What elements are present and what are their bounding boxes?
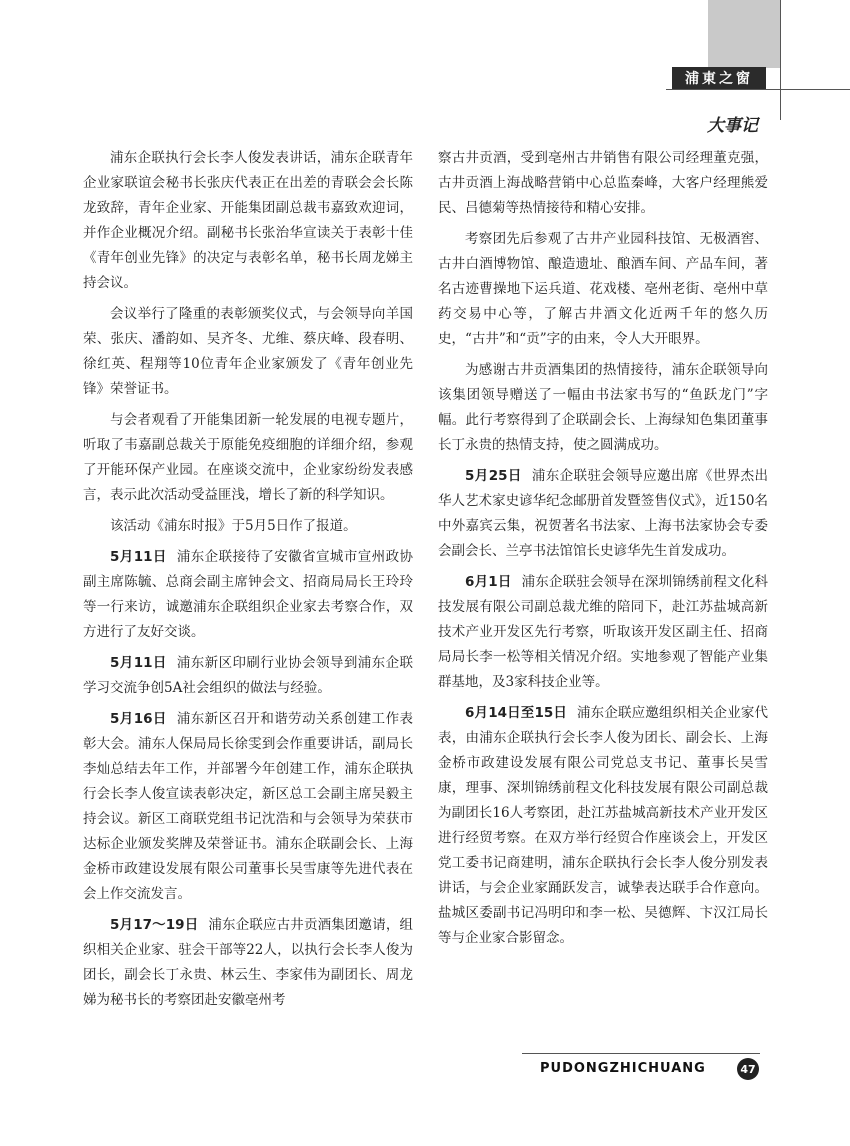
article-paragraph — [438, 227, 768, 352]
footer-brand: PUDONGZHICHUANG — [540, 1061, 706, 1076]
article-paragraph — [83, 146, 413, 296]
right-column — [438, 146, 768, 957]
footer-rule — [522, 1053, 760, 1054]
paragraph-text: 浦东企联接待了安徽省宣城市宣州政协副主席陈毓、总商会副主席钟会文、招商局局长王玲玲等一行来访，诚邀浦东企联组织企业家去考察合作，双方进行了友好交谈。 — [83, 549, 413, 640]
paragraph-text: 浦东企联驻会领导应邀出席《世界杰出华人艺术家史谚华纪念邮册首发暨签售仪式》，近150名中外嘉宾云集，祝贺著名书法家、上海书法家协会专委会副会长、兰亭书法馆馆长史谚华先生首发成功。 — [438, 468, 768, 559]
event-date: 5月25日 — [465, 468, 522, 484]
paragraph-text: 浦东新区印刷行业协会领导到浦东企联学习交流争创5A社会组织的做法与经验。 — [83, 655, 413, 696]
article-paragraph — [438, 464, 768, 564]
event-date: 5月17～19日 — [110, 917, 199, 933]
event-date: 5月11日 — [110, 655, 167, 671]
paragraph-text: 会议举行了隆重的表彰颁奖仪式，与会领导向羊国荣、张庆、潘韵如、吴齐冬、尤维、蔡庆峰、段春明、徐红英、程翔等10位青年企业家颁发了《青年创业先锋》荣誉证书。 — [83, 306, 413, 397]
paragraph-text: 浦东新区召开和谐劳动关系创建工作表彰大会。浦东人保局局长徐雯到会作重要讲话，副局长李灿总结去年工作，并部署今年创建工作，浦东企联执行会长李人俊宣读表彰决定，新区总工会副主席吴毅主持会议。新区工商联党组书记沈浩和与会领导为荣获市达标企业颁发奖牌及荣誉证书。浦东企联副会长、上海金桥市政建设发展有限公司董事长吴雪康等先进代表在会上作交流发言。 — [83, 711, 413, 902]
paragraph-text: 与会者观看了开能集团新一轮发展的电视专题片，听取了韦嘉副总裁关于原能免疫细胞的详细介绍，参观了开能环保产业园。在座谈交流中，企业家纷纷发表感言，表示此次活动受益匪浅，增长了新的科学知识。 — [83, 412, 413, 503]
article-paragraph — [83, 651, 413, 701]
article-paragraph — [83, 514, 413, 539]
article-paragraph — [83, 302, 413, 402]
paragraph-text: 察古井贡酒，受到亳州古井销售有限公司经理董克强，古井贡酒上海战略营销中心总监秦峰，大客户经理熊爱民、吕德菊等热情接待和精心安排。 — [438, 150, 768, 216]
article-paragraph — [83, 545, 413, 645]
paragraph-text: 为感谢古井贡酒集团的热情接待，浦东企联领导向该集团领导赠送了一幅由书法家书写的“鱼跃龙门”字幅。此行考察得到了企联副会长、上海绿知色集团董事长丁永贵的热情支持，使之圆满成功。 — [438, 362, 768, 453]
page-number: 47 — [737, 1058, 759, 1080]
article-paragraph — [438, 701, 768, 951]
article-paragraph — [438, 570, 768, 695]
event-date: 5月11日 — [110, 549, 167, 565]
article-paragraph — [83, 707, 413, 907]
article-paragraph — [438, 146, 768, 221]
paragraph-text: 浦东企联驻会领导在深圳锦绣前程文化科技发展有限公司副总裁尤维的陪同下，赴江苏盐城高新技术产业开发区先行考察，听取该开发区副主任、招商局局长李一松等相关情况介绍。实地参观了智能产业集群基地，及3家科技企业等。 — [438, 574, 768, 690]
event-date: 6月1日 — [465, 574, 512, 590]
event-date: 5月16日 — [110, 711, 167, 727]
event-date: 6月14日至15日 — [465, 705, 568, 721]
paragraph-text: 浦东企联应古井贡酒集团邀请，组织相关企业家、驻会干部等22人，以执行会长李人俊为团长，副会长丁永贵、林云生、李家伟为副团长、周龙娣为秘书长的考察团赴安徽亳州考 — [83, 917, 414, 1008]
paragraph-text: 浦东企联执行会长李人俊发表讲话，浦东企联青年企业家联谊会秘书长张庆代表正在出差的青联会会长陈龙致辞，青年企业家、开能集团副总裁韦嘉致欢迎词，并作企业概况介绍。副秘书长张治华宣读关于表彰十佳《青年创业先锋》的决定与表彰名单，秘书长周龙娣主持会议。 — [83, 150, 413, 291]
paragraph-text: 浦东企联应邀组织相关企业家代表，由浦东企联执行会长李人俊为团长、副会长、上海金桥市政建设发展有限公司党总支书记、董事长吴雪康，理事、深圳锦绣前程文化科技发展有限公司副总裁为副团长16人考察团，赴江苏盐城高新技术产业开发区进行经贸考察。在双方举行经贸合作座谈会上，开发区党工委书记商建明，浦东企联执行会长李人俊分别发表讲话，与会企业家踊跃发言，诚挚表达联手合作意向。盐城区委副书记冯明印和李一松、吴德辉、卞汉江局长等与企业家合影留念。 — [438, 705, 769, 946]
article-paragraph — [438, 358, 768, 458]
magazine-logo — [672, 67, 766, 89]
paragraph-text: 该活动《浦东时报》于5月5日作了报道。 — [110, 518, 357, 534]
article-paragraph — [83, 913, 413, 1013]
section-title: 大事记 — [707, 116, 758, 136]
paragraph-text: 考察团先后参观了古井产业园科技馆、无极酒窖、古井白酒博物馆、酿造遗址、酿酒车间、产品车间，著名古迹曹操地下运兵道、花戏楼、亳州老街、亳州中草药交易中心等，了解古井酒文化近两千年的悠久历史，“古井”和“贡”字的由来，令人大开眼界。 — [438, 231, 768, 347]
left-column — [83, 146, 413, 1019]
header-gray-block — [708, 0, 780, 68]
header-vertical-rule — [780, 0, 781, 120]
article-paragraph — [83, 408, 413, 508]
logo-text: 浦東之窗 — [685, 71, 753, 87]
header-horizontal-rule — [666, 89, 850, 90]
